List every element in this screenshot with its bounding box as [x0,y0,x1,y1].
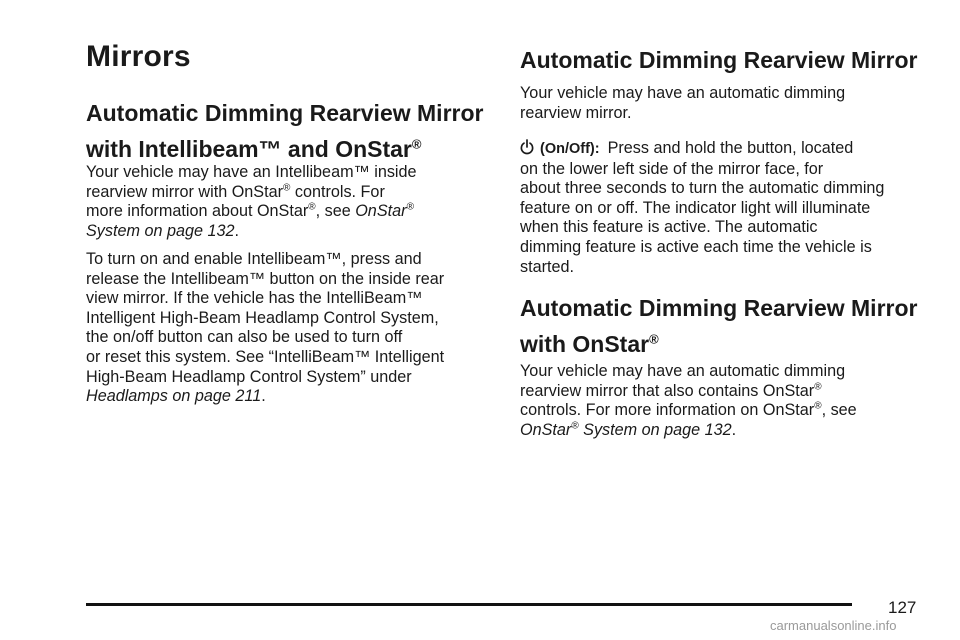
cross-reference-onstar-page[interactable]: System on page 132 [86,221,235,240]
page-title: Mirrors [86,40,191,73]
on-off-label: (On/Off): [540,141,600,157]
watermark: carmanualsonline.info [770,618,897,633]
text-line: rearview mirror that also contains OnStar® [520,381,822,400]
text-line: controls. For more information on OnStar®, see [520,400,857,420]
text-line: OnStar® System on page 132. [520,420,737,439]
text-line: view mirror. If the vehicle has the IntelliBeam™ [86,289,423,308]
paragraph-intellibeam-intro [86,163,496,241]
paragraph-auto-dimming-onstar [520,362,940,440]
text-line: (On/Off): Press and hold the button, located [520,139,940,160]
text-line: the on/off button can also be used to turn off [86,328,403,347]
text-line: dimming feature is active each time the vehicle is [520,237,872,256]
text-line: Headlamps on page 211. [86,387,266,406]
registered-mark: ® [649,331,659,347]
paragraph-on-off [520,139,940,277]
text-line: feature on or off. The indicator light will illuminate [520,198,871,217]
cross-reference-onstar-system[interactable]: OnStar® System on page 132 [520,420,732,439]
text-line: To turn on and enable Intellibeam™, press and [86,250,422,268]
paragraph-intellibeam-enable [86,250,496,407]
section-heading-auto-dimming-onstar [520,290,940,362]
text-line: Intelligent High-Beam Headlamp Control System, [86,308,439,327]
text-line: release the Intellibeam™ button on the inside rear [86,269,445,288]
heading-line-1: Automatic Dimming Rearview Mirror [520,295,918,321]
text-line: started. [520,257,574,276]
text-line: Your vehicle may have an automatic dimming [520,84,846,102]
heading-line-2: with OnStar® [520,331,659,357]
cross-reference-onstar[interactable]: OnStar® [355,201,414,221]
cross-reference-headlamps[interactable]: Headlamps on page 211 [86,387,262,406]
text-line: rearview mirror with OnStar® controls. For [86,182,385,201]
text-line: System on page 132. [86,221,239,240]
text-line: Your vehicle may have an Intellibeam™ inside [86,163,417,181]
power-icon [520,139,534,155]
text-line: High-Beam Headlamp Control System” under [86,367,412,386]
text-line: Your vehicle may have an automatic dimming [520,362,846,380]
text-line: more information about OnStar®, see OnStar® [86,201,414,221]
section-heading-intellibeam-onstar [86,95,496,167]
text-line: about three seconds to turn the automatic dimming [520,179,885,198]
heading-line-1: Automatic Dimming Rearview Mirror [86,100,484,126]
text-line: when this feature is active. The automatic [520,218,818,237]
paragraph-auto-dimming-intro [520,84,940,123]
text-line: rearview mirror. [520,103,632,122]
footer-rule [86,603,852,606]
text-line: on the lower left side of the mirror face, for [520,159,824,178]
section-heading-auto-dimming: Automatic Dimming Rearview Mirror [520,47,918,73]
registered-mark: ® [411,136,422,152]
heading-line-2: with Intellibeam™ and OnStar® [86,136,422,162]
text-line: or reset this system. See “IntelliBeam™ Intelligent [86,347,445,366]
page-number: 127 [888,598,917,617]
